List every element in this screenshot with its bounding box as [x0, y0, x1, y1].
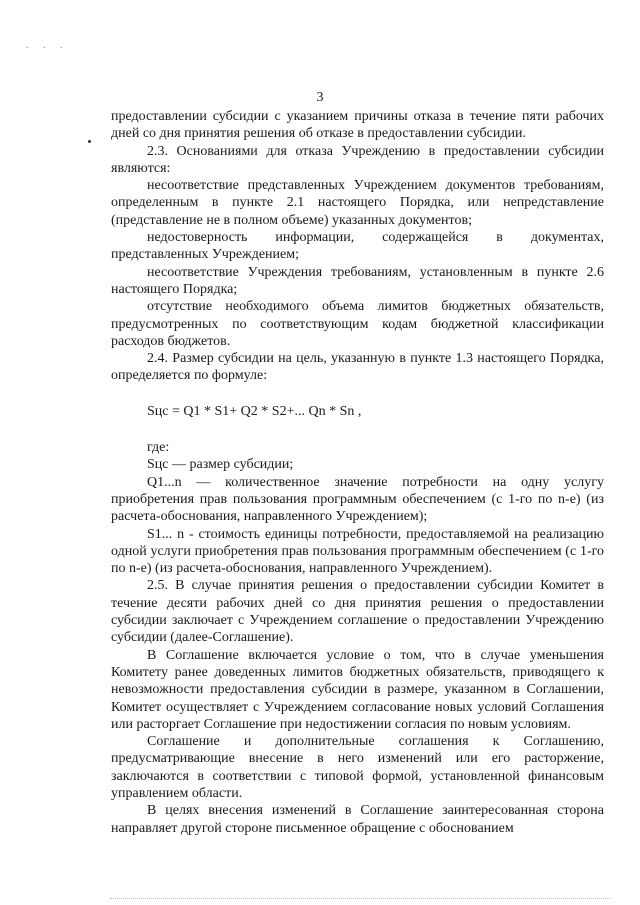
- definitions-intro: где:: [147, 440, 170, 456]
- scan-bottom-artifact: [110, 898, 610, 901]
- scan-artifact: . . .: [26, 40, 69, 51]
- definition-s: Sцс — размер субсидии;: [147, 457, 294, 473]
- page-number: 3: [316, 90, 324, 105]
- paragraph-amendments: В целях внесения изменений в Соглашение заинтересованная сторона направляет другой стороне письменное обращение с обоснованием: [111, 803, 604, 836]
- paragraph-additional-agreements: Соглашение и дополнительные соглашения к Соглашению, предусматривающие внесение в него изменений или его расторжение, заключаются в соответствии с типовой формой, установленной финансовым управлением области.: [111, 734, 604, 801]
- scan-dot: [88, 140, 91, 143]
- paragraph-agreement-condition: В Соглашение включается условие о том, что в случае уменьшения Комитету ранее доведенных лимитов бюджетных обязательств, приводящего к невозможности предоставления субсидии в размере, указанном в Соглашении, Комитет осуществляет с Учреждением согласование новых условий Соглашения или расторгает Соглашение при недостижении согласия по новым условиям.: [111, 647, 604, 732]
- paragraph-2-3: 2.3. Основаниями для отказа Учреждению в предоставлении субсидии являются:: [111, 143, 604, 176]
- definition-q: Q1...n — количественное значение потребности на одну услугу приобретения прав пользования программным обеспечением (с 1-го по n-е) (из расчета-обоснования, направленного Учреждением);: [111, 474, 604, 525]
- list-item-nonconformity-docs: несоответствие представленных Учреждением документов требованиям, определенным в пункте 2.1 настоящего Порядка, или непредставление (представление не в полном объеме) указанных документов;: [111, 178, 604, 228]
- list-item-limits-absence: отсутствие необходимого объема лимитов бюджетных обязательств, предусмотренных по соответствующим кодам бюджетной классификации расходов бюджетов.: [111, 299, 604, 349]
- list-item-unreliability: недостоверность информации, содержащейся в документах, представленных Учреждением;: [111, 230, 604, 263]
- paragraph-2-5: 2.5. В случае принятия решения о предоставлении субсидии Комитет в течение десяти рабочих дней со дня принятия решения о предоставлении субсидии заключает с Учреждением соглашение о предоставлении Учреждению субсидии (далее-Соглашение).: [111, 578, 604, 646]
- document-body: [111, 108, 604, 837]
- subsidy-formula: Sцс = Q1 * S1+ Q2 * S2+... Qn * Sn ,: [147, 403, 362, 419]
- paragraph-continuation: предоставлении субсидии с указанием причины отказа в течение пяти рабочих дней со дня принятия решения об отказе в предоставлении субсидии.: [111, 109, 604, 142]
- paragraph-2-4: 2.4. Размер субсидии на цель, указанную в пункте 1.3 настоящего Порядка, определяется по формуле:: [111, 351, 604, 384]
- list-item-nonconformity-institution: несоответствие Учреждения требованиям, установленным в пункте 2.6 настоящего Порядка;: [111, 264, 604, 297]
- definition-s1: S1... n - стоимость единицы потребности, предоставляемой на реализацию одной услуги приобретения прав пользования программным обеспечением (с 1-го по n-е) (из расчета-обоснования, направленного Учреждением).: [111, 526, 604, 577]
